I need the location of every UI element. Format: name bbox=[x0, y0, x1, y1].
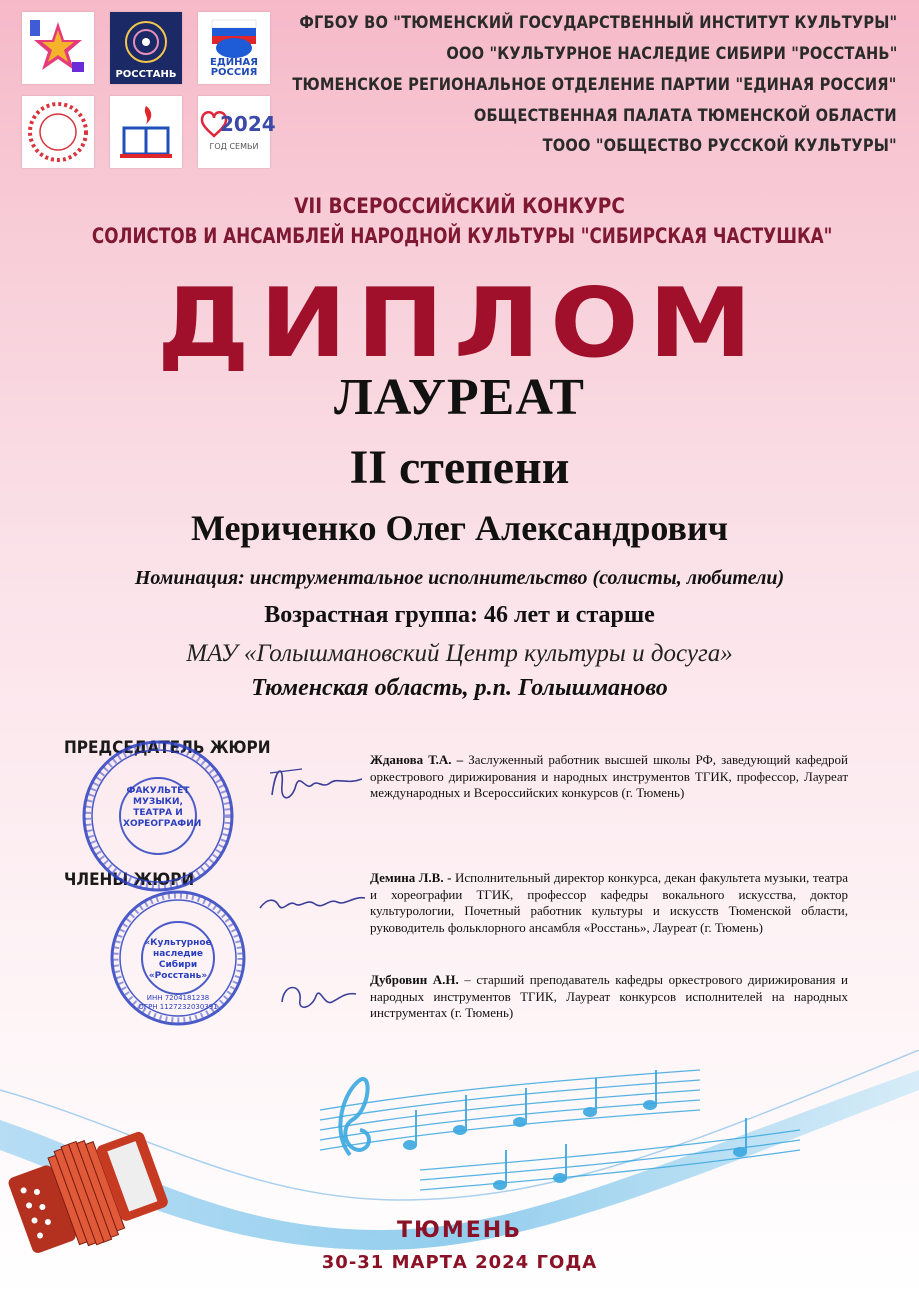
signature-dubrovin bbox=[272, 972, 362, 1022]
institution: МАУ «Голышмановский Центр культуры и досуга» bbox=[186, 640, 733, 667]
rosstan-stamp-inn: ИНН 7204181238 bbox=[146, 994, 210, 1002]
footer-city: ТЮМЕНЬ bbox=[397, 1218, 522, 1243]
jury-member-2-name: Демина Л.В. - bbox=[370, 870, 452, 885]
age-group: Возрастная группа: 46 лет и старше bbox=[264, 602, 655, 628]
organizer-line-3: ТЮМЕНСКОЕ РЕГИОНАЛЬНОЕ ОТДЕЛЕНИЕ ПАРТИИ "ЕДИНАЯ РОССИЯ" bbox=[292, 75, 897, 95]
jury-member-1-desc: Заслуженный работник высшей школы РФ, заведующий кафедрой оркестрового дирижирования и народных инструментов ТГИК, профессор, Лауреат международных и Всероссийских конкурсов (г. Тюмень) bbox=[370, 752, 849, 800]
book-torch-logo bbox=[110, 96, 182, 168]
year-of-family-logo bbox=[198, 96, 276, 168]
award-degree: II степени bbox=[349, 441, 570, 494]
jury-member-3-desc: – старший преподаватель кафедры оркестрового дирижирования и народных инструментов ТГИК, Лауреат конкурсов исполнителей на народных инструментах (г. Тюмень) bbox=[370, 972, 848, 1020]
contest-title-line-2: СОЛИСТОВ И АНСАМБЛЕЙ НАРОДНОЙ КУЛЬТУРЫ "СИБИРСКАЯ ЧАСТУШКА" bbox=[91, 224, 833, 248]
rosstan-stamp-ogrn: ОГРН 1127232030391 bbox=[138, 1003, 218, 1011]
nomination: Номинация: инструментальное исполнительство (солисты, любители) bbox=[134, 567, 785, 589]
rosstan-stamp-text: «Культурное наследие Сибири «Росстань» bbox=[144, 938, 212, 981]
jury-member-3 bbox=[370, 972, 848, 1022]
united-russia-logo bbox=[198, 12, 270, 84]
organizer-line-2: ООО "КУЛЬТУРНОЕ НАСЛЕДИЕ СИБИРИ "РОССТАНЬ" bbox=[445, 44, 897, 64]
organizer-line-1: ФГБОУ ВО "ТЮМЕНСКИЙ ГОСУДАРСТВЕННЫЙ ИНСТИТУТ КУЛЬТУРЫ" bbox=[299, 13, 897, 33]
organizer-line-5: ТООО "ОБЩЕСТВО РУССКОЙ КУЛЬТУРЫ" bbox=[542, 136, 897, 156]
signature-zhdanova bbox=[262, 755, 372, 815]
gti-culture-logo bbox=[22, 12, 94, 84]
diploma-title: ДИПЛОМ bbox=[157, 266, 762, 380]
faculty-stamp-text: ФАКУЛЬТЕТ МУЗЫКИ, ТЕАТРА И ХОРЕОГРАФИИ bbox=[123, 786, 202, 829]
rosstan-logo bbox=[110, 12, 182, 84]
jury-chair-label: ПРЕДСЕДАТЕЛЬ ЖЮРИ bbox=[64, 738, 271, 758]
recipient-name: Мериченко Олег Александрович bbox=[190, 508, 729, 548]
jury-member-2-desc: Исполнительный директор конкурса, декан факультета музыки, театра и хореографии ТГИК, профессор кафедры вокального искусства, доктор культурологии, Почетный работник культуры и искусств Тюменской области, руководитель фольклорного ансамбля «Росстань», Лауреат (г. Тюмень) bbox=[370, 870, 848, 935]
award-title: ЛАУРЕАТ bbox=[333, 369, 585, 426]
united-russia-caption: ЕДИНАЯ РОССИЯ bbox=[210, 57, 258, 78]
public-chamber-logo bbox=[22, 96, 94, 168]
location: Тюменская область, р.п. Голышманово bbox=[251, 675, 668, 701]
jury-member-2 bbox=[370, 870, 848, 936]
footer-dates: 30-31 МАРТА 2024 ГОДА bbox=[321, 1252, 598, 1273]
contest-title-line-1: VII ВСЕРОССИЙСКИЙ КОНКУРС bbox=[294, 194, 625, 218]
signature-demina bbox=[255, 878, 370, 923]
year-of-family-caption: ГОД СЕМЬИ bbox=[209, 142, 259, 151]
jury-member-3-name: Дубровин А.Н. bbox=[370, 972, 459, 987]
jury-member-1-name: Жданова Т.А. – bbox=[370, 752, 464, 767]
rosstan-logo-caption: РОССТАНЬ bbox=[115, 69, 177, 80]
jury-member-1 bbox=[370, 752, 848, 802]
jury-members-label: ЧЛЕНЫ ЖЮРИ bbox=[64, 870, 195, 890]
organizer-line-4: ОБЩЕСТВЕННАЯ ПАЛАТА ТЮМЕНСКОЙ ОБЛАСТИ bbox=[474, 106, 897, 126]
year-of-family-year: 2024 bbox=[220, 112, 276, 136]
